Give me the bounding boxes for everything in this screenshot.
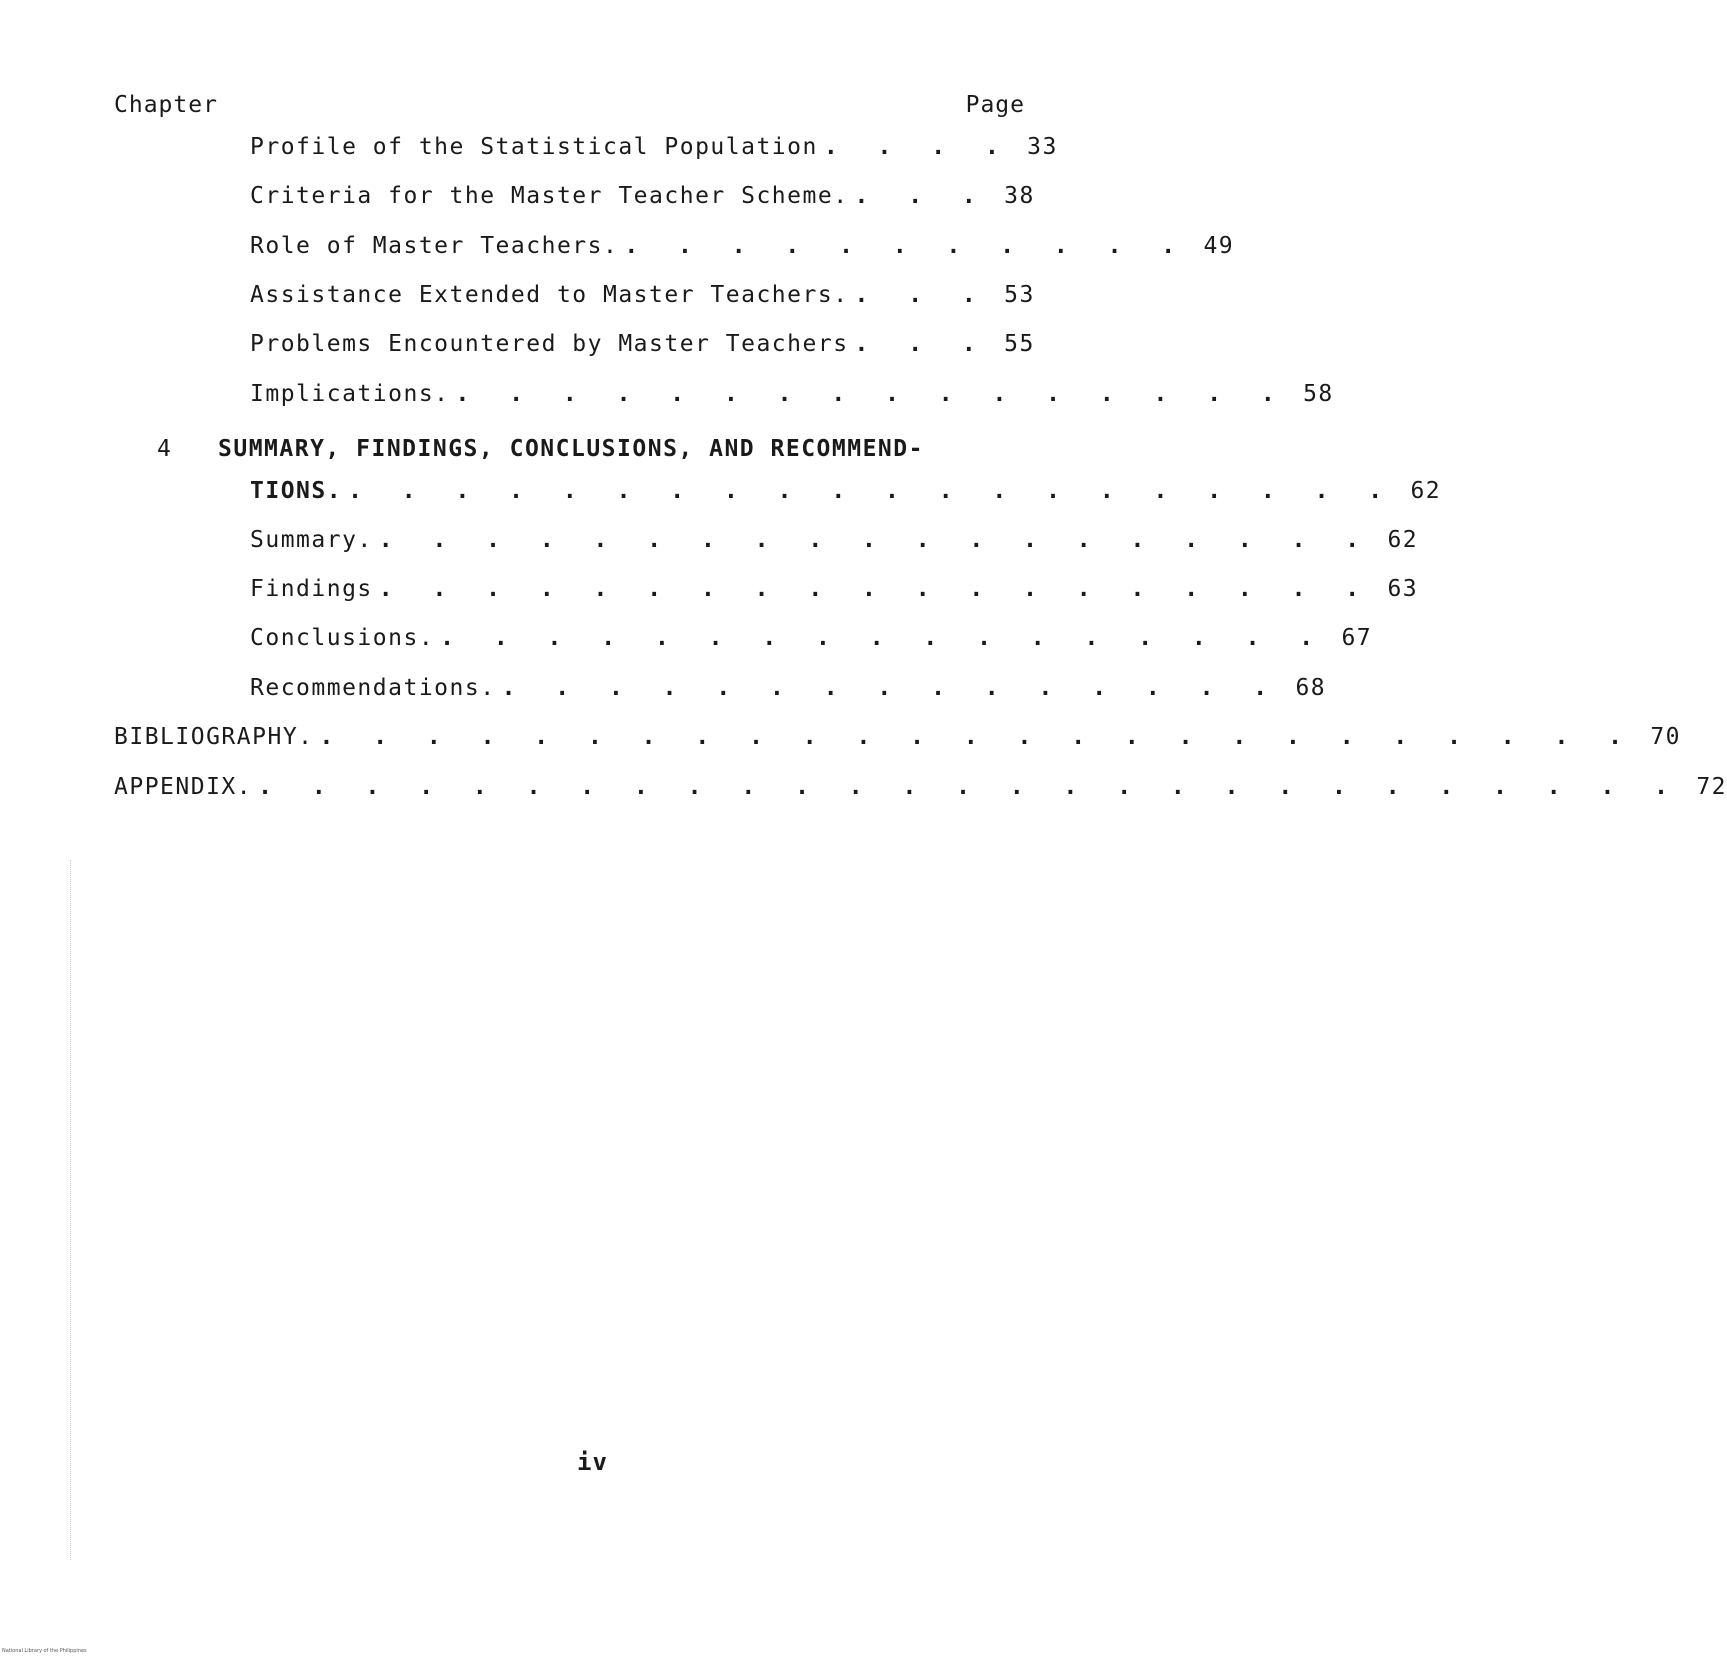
toc-entry-label: Conclusions. bbox=[250, 625, 435, 651]
toc-entry-page: 33 bbox=[1027, 134, 1058, 160]
toc-entry bbox=[250, 381, 1334, 417]
toc-leader: . . . . . . . . . . . bbox=[624, 233, 1189, 259]
toc-entry-label: Assistance Extended to Master Teachers. bbox=[250, 282, 849, 308]
toc-entry-page: 53 bbox=[1004, 282, 1035, 308]
toc-entry bbox=[250, 282, 1035, 318]
toc-leader: . . . bbox=[854, 282, 989, 308]
toc-entry-page: 62 bbox=[1387, 527, 1419, 553]
toc-entry bbox=[250, 134, 1058, 170]
toc-leader: . . . . . . . . . . . . . . . . bbox=[455, 381, 1288, 407]
toc-entry-label: Findings bbox=[250, 576, 373, 602]
toc-leader: . . . . . . . . . . . . . . . . . . . . . . . . . . . bbox=[258, 774, 1682, 800]
toc-entry-page: 49 bbox=[1203, 233, 1235, 259]
toc-entry bbox=[250, 675, 1327, 711]
toc-entry-appendix bbox=[114, 774, 1727, 810]
toc-leader: . . . . . . . . . . . . . . . bbox=[501, 675, 1281, 701]
toc-leader: . . . . . . . . . . . . . . . . . . . bbox=[378, 527, 1373, 553]
toc-entry bbox=[250, 331, 1035, 367]
toc-entry bbox=[250, 183, 1035, 219]
toc-leader: . . . . bbox=[823, 134, 1012, 160]
toc-leader: . . . . . . . . . . . . . . . . . . . bbox=[378, 576, 1373, 602]
toc-entry-page: 67 bbox=[1341, 625, 1373, 651]
chapter-number: 4 bbox=[157, 436, 173, 462]
toc-entry bbox=[250, 527, 1419, 563]
scan-footer: National Library of the Philippines bbox=[2, 1648, 87, 1654]
scan-noise-margin bbox=[70, 860, 81, 1560]
toc-entry-label: BIBLIOGRAPHY. bbox=[114, 724, 314, 750]
toc-entry-page: 68 bbox=[1295, 675, 1327, 701]
toc-entry-page: 58 bbox=[1303, 381, 1334, 407]
toc-entry-label: TIONS. bbox=[250, 478, 343, 504]
toc-entry-label: Criteria for the Master Teacher Scheme. bbox=[250, 183, 849, 209]
toc-entry-label: Summary. bbox=[250, 527, 373, 553]
toc-entry-label: APPENDIX. bbox=[114, 774, 253, 800]
page-column-header: Page bbox=[965, 92, 1025, 118]
toc-entry bbox=[250, 478, 1442, 514]
toc-leader: . . . bbox=[854, 331, 989, 357]
toc-entry-page: 62 bbox=[1410, 478, 1442, 504]
toc-entry-bibliography bbox=[114, 724, 1682, 760]
toc-leader: . . . . . . . . . . . . . . . . . . . . bbox=[348, 478, 1396, 504]
toc-entry-label: Recommendations. bbox=[250, 675, 496, 701]
toc-entry bbox=[250, 625, 1373, 661]
toc-leader: . . . bbox=[854, 183, 989, 209]
toc-entry-label: Problems Encountered by Master Teachers bbox=[250, 331, 849, 357]
toc-entry-page: 72 bbox=[1696, 774, 1727, 800]
toc-leader: . . . . . . . . . . . . . . . . . . . . . . . . . bbox=[319, 724, 1636, 750]
toc-entry-label: Implications. bbox=[250, 381, 450, 407]
toc-entry-page: 70 bbox=[1650, 724, 1682, 750]
toc-entry-label: Profile of the Statistical Population bbox=[250, 134, 818, 160]
chapter-column-header: Chapter bbox=[114, 92, 218, 118]
toc-entry-page: 38 bbox=[1004, 183, 1035, 209]
chapter-heading: SUMMARY, FINDINGS, CONCLUSIONS, AND RECOMMEND- bbox=[218, 436, 924, 462]
toc-entry-page: 63 bbox=[1387, 576, 1419, 602]
page-number: iv bbox=[577, 1448, 608, 1476]
toc-leader: . . . . . . . . . . . . . . . . . bbox=[440, 625, 1327, 651]
toc-entry-label: Role of Master Teachers. bbox=[250, 233, 619, 259]
toc-entry bbox=[250, 576, 1419, 612]
toc-entry bbox=[250, 233, 1235, 269]
toc-entry-page: 55 bbox=[1004, 331, 1035, 357]
